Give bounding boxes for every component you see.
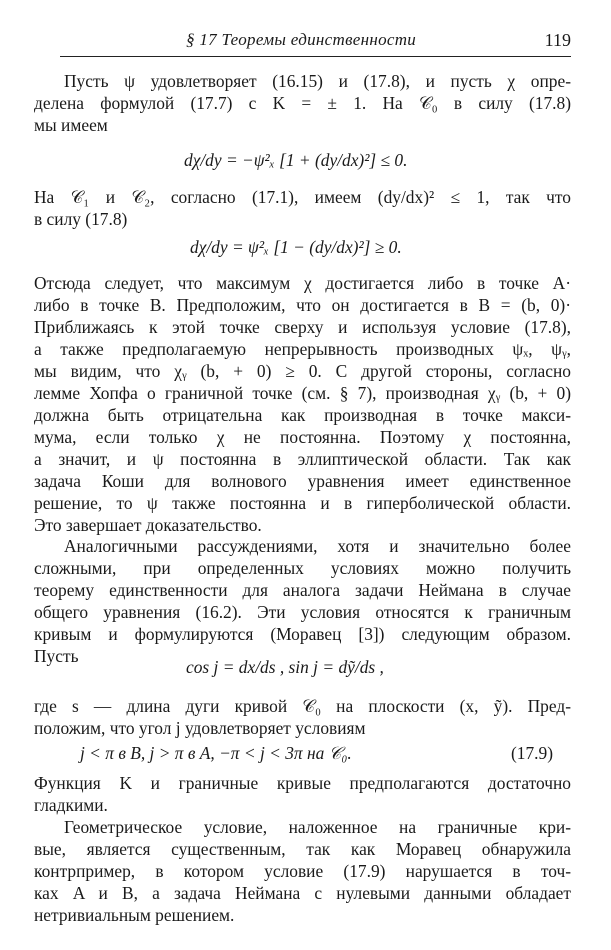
text-line: теорему единственности для аналога задачи Неймана в случае (34, 580, 571, 600)
formula-3: cos j = dx/ds , sin j = dỹ/ds , (186, 657, 384, 677)
text-line: Аналогичными рассуждениями, хотя и значительно более (64, 536, 571, 556)
formula-2: dχ/dy = ψ²ₓ [1 − (dy/dx)²] ≥ 0. (190, 237, 402, 257)
text-line: вые, является существенным, так как Моравец обнаружила (34, 839, 571, 859)
text-line: общего уравнения (16.2). Эти условия относятся к граничным (34, 602, 571, 622)
text-line: мы имеем (34, 115, 108, 135)
text-line: нетривиальным решением. (34, 905, 235, 925)
text-line: Геометрическое условие, наложенное на граничные кри- (64, 817, 571, 837)
text-line: делена формулой (17.7) с K = ± 1. На 𝒞₀ в силу (17.8) (34, 93, 571, 113)
text-line: Это завершает доказательство. (34, 515, 262, 535)
text-line: сложными, при определенных условиях можно получить (34, 558, 571, 578)
text-line: где s — длина дуги кривой 𝒞₀ на плоскости (x, ỹ). Пред- (34, 696, 571, 716)
text-line: Приближаясь к этой точке сверху и используя условие (17.8), (34, 317, 571, 337)
header-rule (60, 56, 571, 57)
text-line: кривым и формулируются (Моравец [3]) следующим образом. (34, 624, 571, 644)
equation-number: (17.9) (511, 743, 554, 763)
text-line: должна быть отрицательна как производная в точке макси- (34, 405, 571, 425)
text-line: Функция K и граничные кривые предполагаются достаточно (34, 773, 571, 793)
text-line: Пусть (34, 646, 79, 666)
text-line: а значит, и ψ постоянна в эллиптической области. Так как (34, 449, 571, 469)
text-line: решение, то ψ также постоянна и в гиперболической области. (34, 493, 571, 513)
page-number: 119 (544, 30, 571, 50)
section-title: § 17 Теоремы единственности (186, 30, 417, 49)
text-line: Отсюда следует, что максимум χ достигается либо в точке A· (34, 273, 571, 293)
running-header (60, 30, 571, 56)
text-line: контрпример, в котором условие (17.9) нарушается в точ- (34, 861, 571, 881)
text-line: На 𝒞₁ и 𝒞₂, согласно (17.1), имеем (dy/dx)² ≤ 1, так что (34, 187, 571, 207)
text-line: мы видим, что χᵧ (b, + 0) ≥ 0. С другой стороны, согласно (34, 361, 571, 381)
formula-4: j < π в B, j > π в A, −π < j < 3π на 𝒞₀. (80, 743, 352, 763)
text-line: гладкими. (34, 795, 108, 815)
text-line: мума, если только χ не постоянна. Поэтому χ постоянна, (34, 427, 571, 447)
formula-1: dχ/dy = −ψ²ₓ [1 + (dy/dx)²] ≤ 0. (184, 150, 408, 170)
text-line: а также предполагаемую непрерывность производных ψₓ, ψᵧ, (34, 339, 571, 359)
text-line: ках A и B, а задача Неймана с нулевыми данными обладает (34, 883, 571, 903)
text-line: либо в точке B. Предположим, что он достигается в B = (b, 0)· (34, 295, 571, 315)
text-line: Пусть ψ удовлетворяет (16.15) и (17.8), и пусть χ опре- (64, 71, 571, 91)
text-line: лемме Хопфа о граничной точке (см. § 7), производная χᵧ (b, + 0) (34, 383, 571, 403)
text-line: в силу (17.8) (34, 209, 128, 229)
text-line: положим, что угол j удовлетворяет условиям (34, 718, 366, 738)
text-line: задача Коши для волнового уравнения имеет единственное (34, 471, 571, 491)
